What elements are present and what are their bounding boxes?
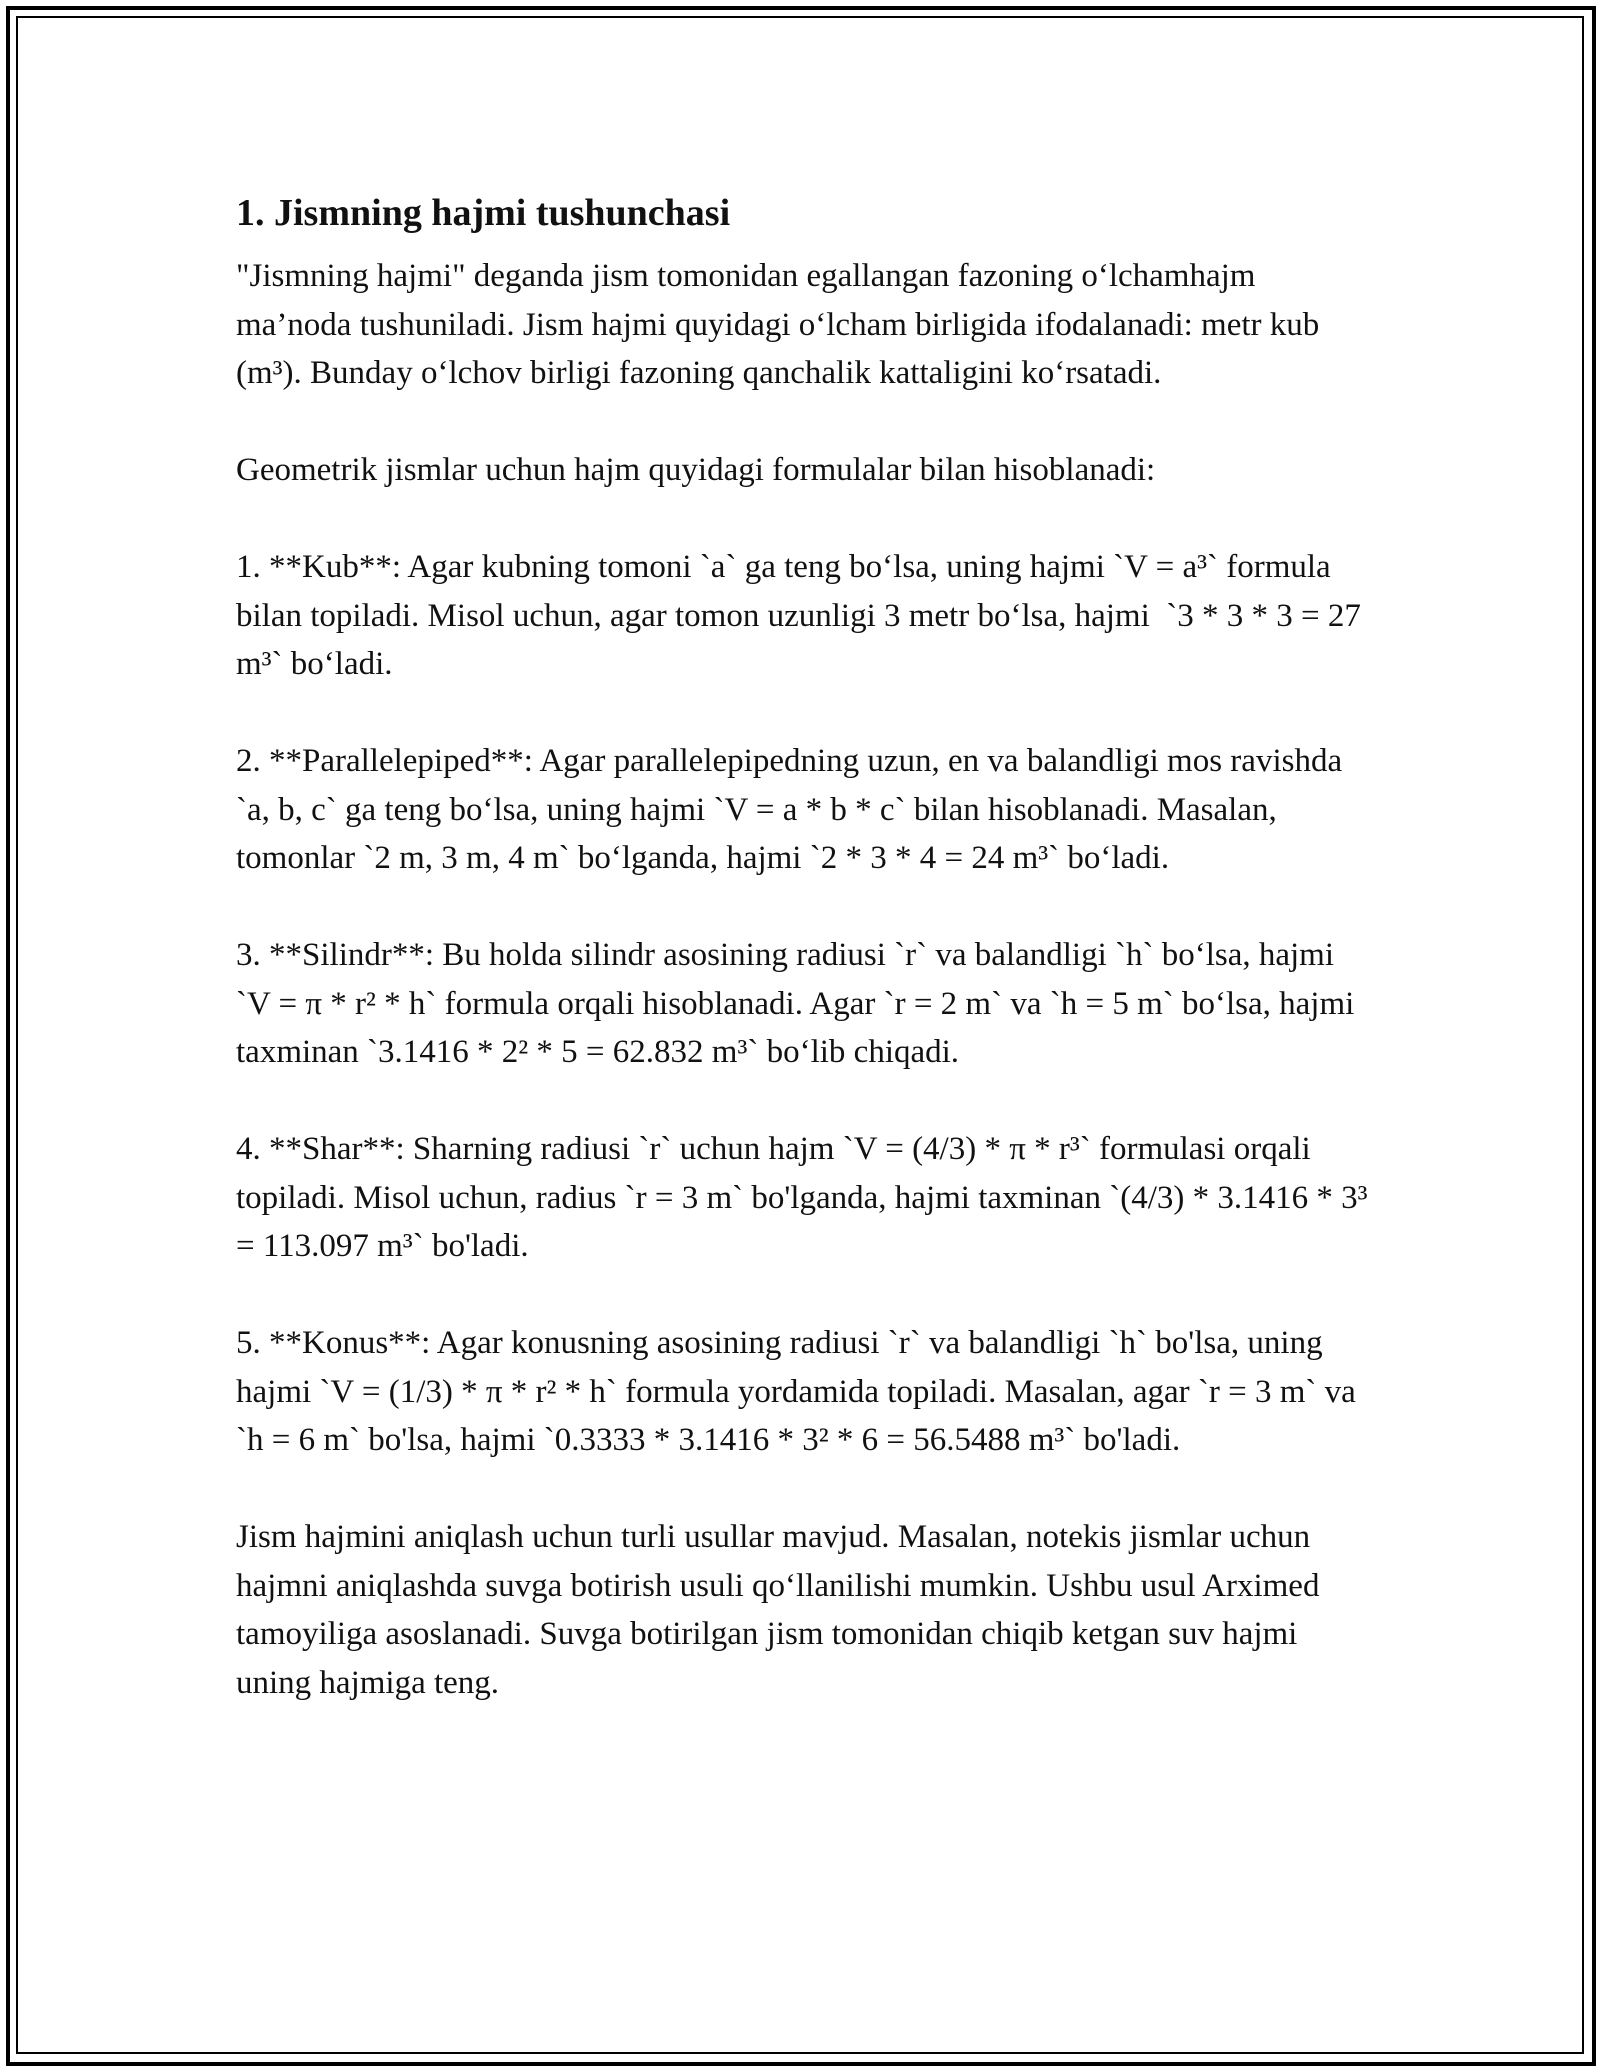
paragraph-silindr: 3. **Silindr**: Bu holda silindr asosining radiusi `r` va balandligi `h` bo‘lsa, hajmi `V = π * r² * h` formula orqali hisoblanadi. Agar `r = 2 m` va `h = 5 m` bo‘lsa, hajmi taxminan `3.1416 * 2² * 5 = 62.832 m³` bo‘lib chiqadi.	[236, 937, 1363, 1070]
paragraph-shar: 4. **Shar**: Sharning radiusi `r` uchun hajm `V = (4/3) * π * r³` formulasi orqali topiladi. Misol uchun, radius `r = 3 m` bo'lganda, hajmi taxminan `(4/3) * 3.1416 * 3³ = 113.097 m³` bo'ladi.	[236, 1131, 1376, 1264]
paragraph-kub: 1. **Kub**: Agar kubning tomoni `a` ga teng bo‘lsa, uning hajmi `V = a³` formula bilan topiladi. Misol uchun, agar tomon uzunligi 3 metr bo‘lsa, hajmi `3 * 3 * 3 = 27 m³` bo‘ladi.	[236, 549, 1370, 682]
paragraph-intro: "Jismning hajmi" deganda jism tomonidan egallangan fazoning o‘lchamhajm ma’noda tushuniladi. Jism hajmi quyidagi o‘lcham birligida ifodalanadi: metr kub (m³). Bunday o‘lchov birligi fazoning qanchalik kattaligini ko‘rsatadi.	[236, 258, 1328, 391]
section-heading: 1. Jismning hajmi tushunchasi	[236, 192, 731, 234]
paragraph-conclusion: Jism hajmini aniqlash uchun turli usullar mavjud. Masalan, notekis jismlar uchun hajmni aniqlashda suvga botirish usuli qo‘llanilishi mumkin. Ushbu usul Arximed tamoyiliga asoslanadi. Suvga botirilgan jism tomonidan chiqib ketgan suv hajmi uning hajmiga teng.	[236, 1519, 1328, 1701]
paragraph-parallelepiped: 2. **Parallelepiped**: Agar parallelepipedning uzun, en va balandligi mos ravishda `a, b, c` ga teng bo‘lsa, uning hajmi `V = a * b * c` bilan hisoblanadi. Masalan, tomonlar `2 m, 3 m, 4 m` bo‘lganda, hajmi `2 * 3 * 4 = 24 m³` bo‘ladi.	[236, 743, 1351, 876]
document-body	[236, 186, 1376, 1707]
paragraph-formulas-intro: Geometrik jismlar uchun hajm quyidagi formulalar bilan hisoblanadi:	[236, 452, 1156, 488]
paragraph-konus: 5. **Konus**: Agar konusning asosining radiusi `r` va balandligi `h` bo'lsa, uning hajmi `V = (1/3) * π * r² * h` formula yordamida topiladi. Masalan, agar `r = 3 m` va `h = 6 m` bo'lsa, hajmi `0.3333 * 3.1416 * 3² * 6 = 56.5488 m³` bo'ladi.	[236, 1325, 1365, 1458]
